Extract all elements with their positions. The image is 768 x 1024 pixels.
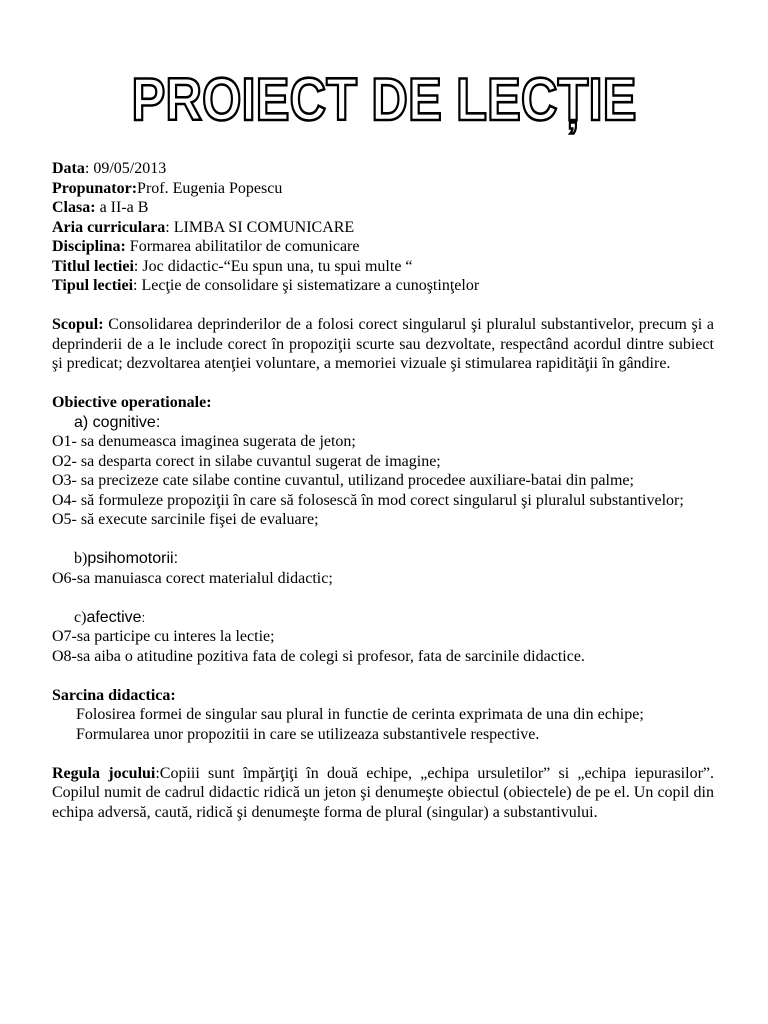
meta-clasa-line — [52, 198, 714, 218]
meta-clasa-label: Clasa: — [52, 199, 96, 216]
meta-tipul-line — [52, 276, 714, 296]
meta-aria-value: : LIMBA SI COMUNICARE — [165, 218, 355, 236]
meta-propunator-line — [52, 179, 714, 199]
scopul-label: Scopul: — [52, 316, 104, 333]
meta-clasa-value: a II-a B — [95, 199, 149, 216]
cognitive-heading: a) cognitive: — [74, 413, 161, 431]
spacer — [52, 666, 714, 686]
meta-tipul-label: Tipul lectiei — [52, 277, 134, 294]
scopul-paragraph — [52, 315, 714, 374]
obiective-heading — [52, 393, 714, 413]
meta-tipul-value: : Lecţie de consolidare şi sistematizare a cunoştinţelor — [133, 277, 480, 294]
afective-item-o8: O8-sa aiba o atitudine pozitiva fata de colegi si profesor, fata de sarcinile didactice. — [52, 647, 585, 665]
psihomotorii-item-o6: O6-sa manuiasca corect materialul didactic; — [52, 569, 333, 587]
afective-prefix: c) — [74, 608, 87, 626]
meta-titlul-line — [52, 257, 714, 277]
cognitive-item-o2: O2- sa desparta corect in silabe cuvantul sugerat de imagine; — [52, 452, 441, 470]
meta-data-line — [52, 159, 714, 179]
scopul-text: Consolidarea deprinderilor de a folosi corect singularul şi pluralul substantivelor, precum şi a deprinderii de a le include corect în propoziţii scurte sau dezvoltate, respectând acordul dintre subiect şi predicat; dezvoltarea atenţiei voluntare, a memoriei vizuale şi stimularea rapidităţii în gândire. — [52, 316, 714, 372]
psihomotorii-heading-text: psihomotorii: — [87, 550, 179, 567]
spacer — [52, 296, 714, 316]
meta-disciplina-value: Formarea abilitatilor de comunicare — [125, 238, 360, 255]
sarcina-line-1: Folosirea formei de singular sau plural in functie de cerinta exprimata de una din echipe; — [76, 706, 644, 723]
meta-data-value: : 09/05/2013 — [84, 160, 167, 177]
cognitive-item-o5: O5- să execute sarcinile fişei de evaluare; — [52, 511, 319, 528]
meta-titlul-label: Titlul lectiei — [52, 257, 134, 275]
regula-paragraph — [52, 764, 714, 823]
document-title — [0, 58, 768, 148]
cognitive-item-o1: O1- sa denumeasca imaginea sugerata de jeton; — [52, 433, 356, 450]
meta-titlul-value: : Joc didactic-“Eu spun una, tu spui multe “ — [133, 257, 413, 275]
meta-disciplina-line — [52, 237, 714, 257]
sarcina-heading-text: Sarcina didactica: — [52, 686, 176, 704]
title-outline-art — [0, 58, 768, 148]
title-text: PROIECT DE LECȚIE — [131, 66, 637, 133]
psihomotorii-heading — [52, 549, 714, 569]
meta-data-label: Data — [52, 160, 85, 177]
afective-suffix: : — [141, 609, 146, 625]
meta-aria-line — [52, 218, 714, 238]
sarcina-heading — [52, 686, 714, 706]
psihomotorii-prefix: b) — [74, 550, 88, 567]
spacer — [52, 744, 714, 764]
meta-disciplina-label: Disciplina: — [52, 238, 126, 255]
spacer — [52, 374, 714, 394]
obiective-heading-text: Obiective operationale: — [52, 394, 212, 411]
afective-heading-text: afective — [86, 608, 142, 626]
spacer — [52, 588, 714, 608]
spacer — [52, 530, 714, 550]
meta-aria-label: Aria curriculara — [52, 218, 166, 236]
regula-text: :Copiii sunt împărţiţi în două echipe, „echipa ursuletilor” si „echipa iepurasilor”. Copilul numit de cadrul didactic ridică un jeton şi denumeşte obiectul (obiectele) de pe el. Un copil din echipa adversă, caută, ridică şi denumeşte forma de plural (singular) a substantivului. — [52, 764, 714, 821]
cognitive-item-o4: O4- să formuleze propoziţii în care să folosescă în mod corect singularul şi pluralul substantivelor; — [52, 491, 684, 509]
document-body — [52, 159, 714, 822]
afective-item-o7: O7-sa participe cu interes la lectie; — [52, 628, 275, 645]
meta-propunator-value: Prof. Eugenia Popescu — [137, 179, 283, 197]
afective-heading — [52, 608, 714, 628]
sarcina-line-2: Formularea unor propozitii in care se utilizeaza substantivele respective. — [76, 725, 540, 743]
regula-label: Regula jocului — [52, 764, 156, 782]
cognitive-item-o3: O3- sa precizeze cate silabe contine cuvantul, utilizand procedee auxiliare-batai din palme; — [52, 472, 634, 489]
meta-propunator-label: Propunator: — [52, 179, 138, 197]
